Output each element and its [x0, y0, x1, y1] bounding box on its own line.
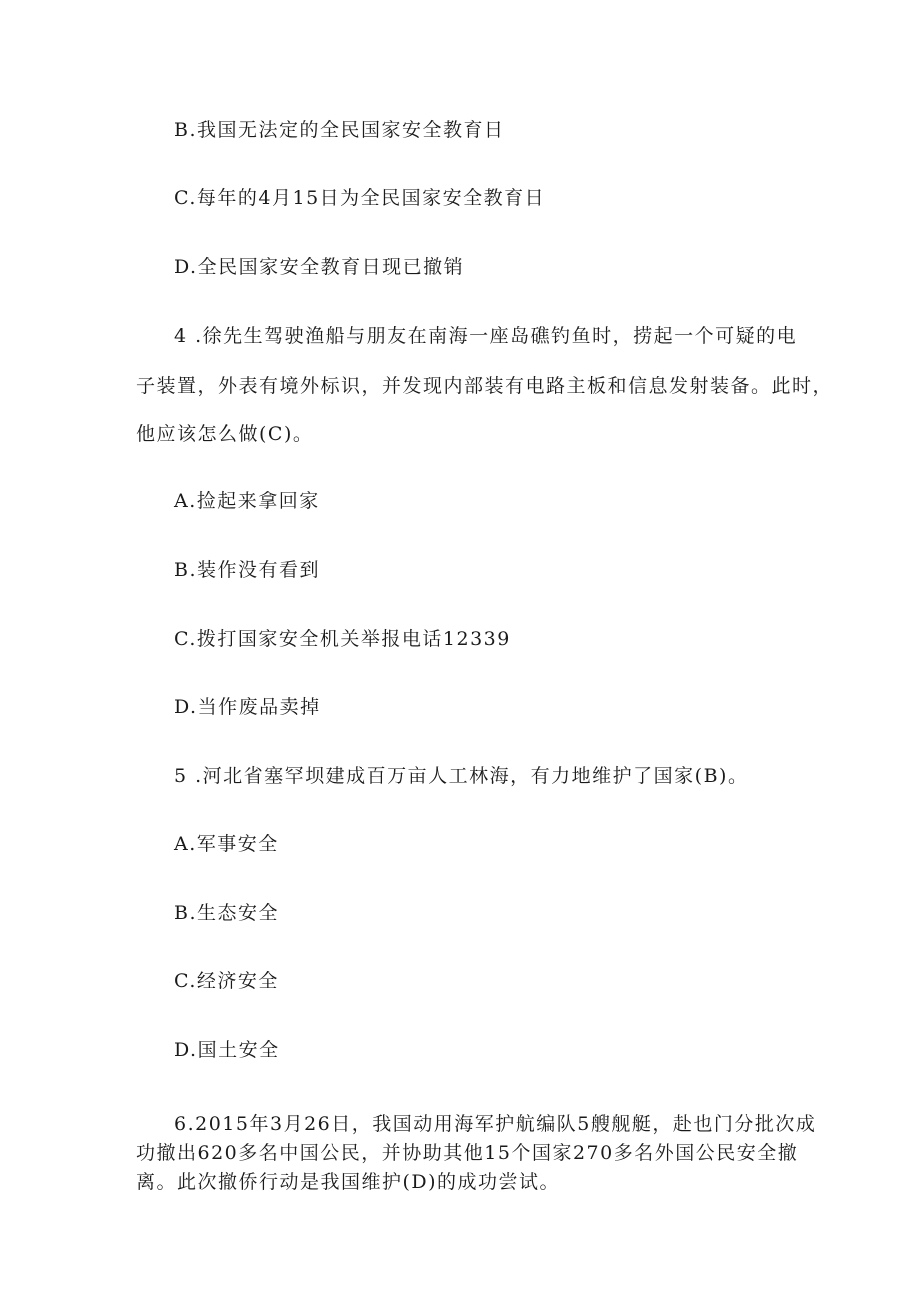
q5-option-a: A.军事安全: [174, 833, 279, 855]
q6-question-line-2: 功撤出620多名中国公民，并协助其他15个国家270多名外国公民安全撤: [136, 1142, 799, 1164]
q6-question-line-1: 6.2015年3月26日，我国动用海军护航编队5艘舰艇，赴也门分批次成: [174, 1113, 817, 1135]
q5-option-c: C.经济安全: [174, 970, 279, 992]
q4-option-a: A.捡起来拿回家: [174, 490, 320, 512]
q4-question-line-2: 子装置，外表有境外标识，并发现内部装有电路主板和信息发射装备。此时，: [136, 375, 834, 397]
q4-question-line-1: 4 .徐先生驾驶渔船与朋友在南海一座岛礁钓鱼时，捞起一个可疑的电: [174, 325, 798, 347]
q3-option-b: B.我国无法定的全民国家安全教育日: [174, 119, 505, 141]
q4-option-c: C.拨打国家安全机关举报电话12339: [174, 628, 511, 650]
q6-question-line-3: 离。此次撤侨行动是我国维护(D)的成功尝试。: [136, 1171, 561, 1193]
q5-option-d: D.国土安全: [174, 1039, 280, 1061]
q5-option-b: B.生态安全: [174, 902, 280, 924]
q3-option-d: D.全民国家安全教育日现已撤销: [174, 256, 465, 278]
q3-option-c: C.每年的4月15日为全民国家安全教育日: [174, 187, 546, 209]
q4-question-line-3: 他应该怎么做(C)。: [136, 423, 314, 445]
q5-question: 5 .河北省塞罕坝建成百万亩人工林海，有力地维护了国家(B)。: [174, 765, 749, 787]
q4-option-d: D.当作废品卖掉: [174, 696, 321, 718]
q4-option-b: B.装作没有看到: [174, 559, 321, 581]
